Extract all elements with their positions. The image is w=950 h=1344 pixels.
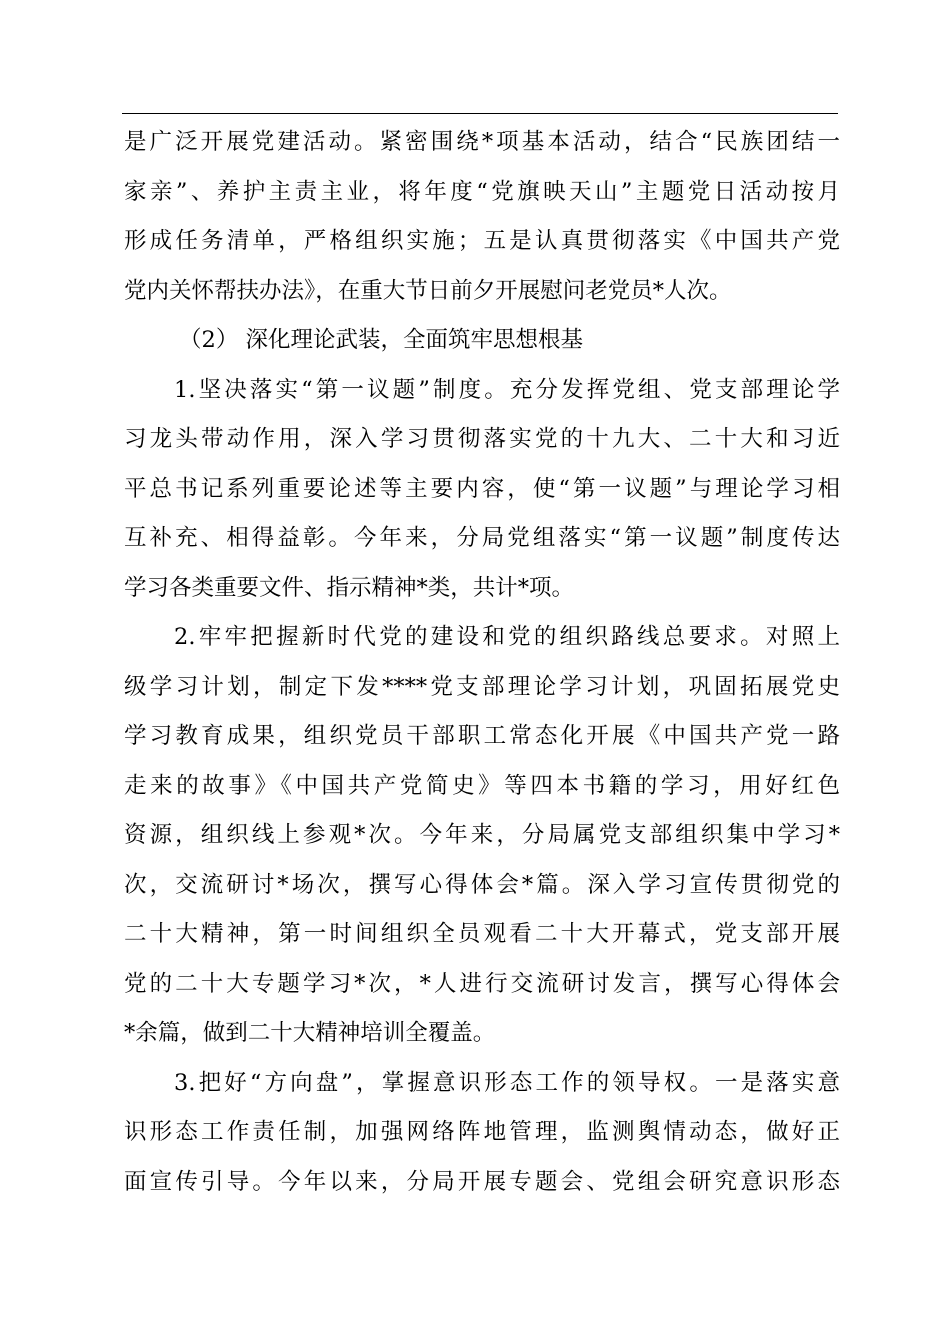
text-line: 党内关怀帮扶办法》，在重大节日前夕开展慰问老党员*人次。: [124, 277, 732, 304]
section-heading: [124, 316, 840, 366]
text-line: 互补充、相得益彰。今年来，分局党组落实“第一议题”制度传达: [124, 525, 840, 551]
paragraph-item-1: [124, 366, 840, 614]
text-line: 面宣传引导。今年以来，分局开展专题会、党组会研究意识形态: [124, 1168, 840, 1195]
text-line: 家亲”、养护主责主业，将年度“党旗映天山”主题党日活动按月: [124, 178, 840, 205]
text-line: 平总书记系列重要论述等主要内容，使“第一议题”与理论学习相: [124, 475, 840, 502]
text-line: 3.把好“方向盘”，掌握意识形态工作的领导权。一是落实意: [174, 1069, 840, 1096]
text-line: 学习各类重要文件、指示精神*类，共计*项。: [124, 574, 575, 601]
document-body: [124, 118, 840, 1207]
text-line: 走来的故事》《中国共产党简史》等四本书籍的学习，用好红色: [124, 772, 840, 799]
text-line: 学习教育成果，组织党员干部职工常态化开展《中国共产党一路: [124, 723, 840, 749]
paragraph-item-3: [124, 1059, 840, 1208]
header-rule: [122, 113, 838, 114]
text-line: 二十大精神，第一时间组织全员观看二十大开幕式，党支部开展: [124, 921, 840, 947]
text-line: 1.坚决落实“第一议题”制度。充分发挥党组、党支部理论学: [174, 376, 840, 403]
paragraph-item-2: [124, 613, 840, 1059]
text-line: 习龙头带动作用，深入学习贯彻落实党的十九大、二十大和习近: [124, 426, 840, 452]
text-line: 是广泛开展党建活动。紧密围绕*项基本活动，结合“民族团结一: [124, 129, 840, 155]
text-line: 识形态工作责任制，加强网络阵地管理，监测舆情动态，做好正: [124, 1119, 840, 1145]
text-line: 资源，组织线上参观*次。今年来，分局属党支部组织集中学习*: [124, 822, 840, 848]
text-line: 次，交流研讨*场次，撰写心得体会*篇。深入学习宣传贯彻党的: [124, 871, 840, 898]
section-heading-text: （2） 深化理论武装，全面筑牢思想根基: [179, 327, 583, 353]
text-line: 2.牢牢把握新时代党的建设和党的组织路线总要求。对照上: [174, 624, 840, 650]
text-line: *余篇，做到二十大精神培训全覆盖。: [124, 1020, 496, 1046]
text-line: 形成任务清单，严格组织实施；五是认真贯彻落实《中国共产党: [124, 228, 840, 254]
text-line: 党的二十大专题学习*次，*人进行交流研讨发言，撰写心得体会: [124, 970, 840, 997]
paragraph-continuation: [124, 118, 840, 316]
text-line: 级学习计划，制定下发****党支部理论学习计划，巩固拓展党史: [124, 673, 840, 700]
